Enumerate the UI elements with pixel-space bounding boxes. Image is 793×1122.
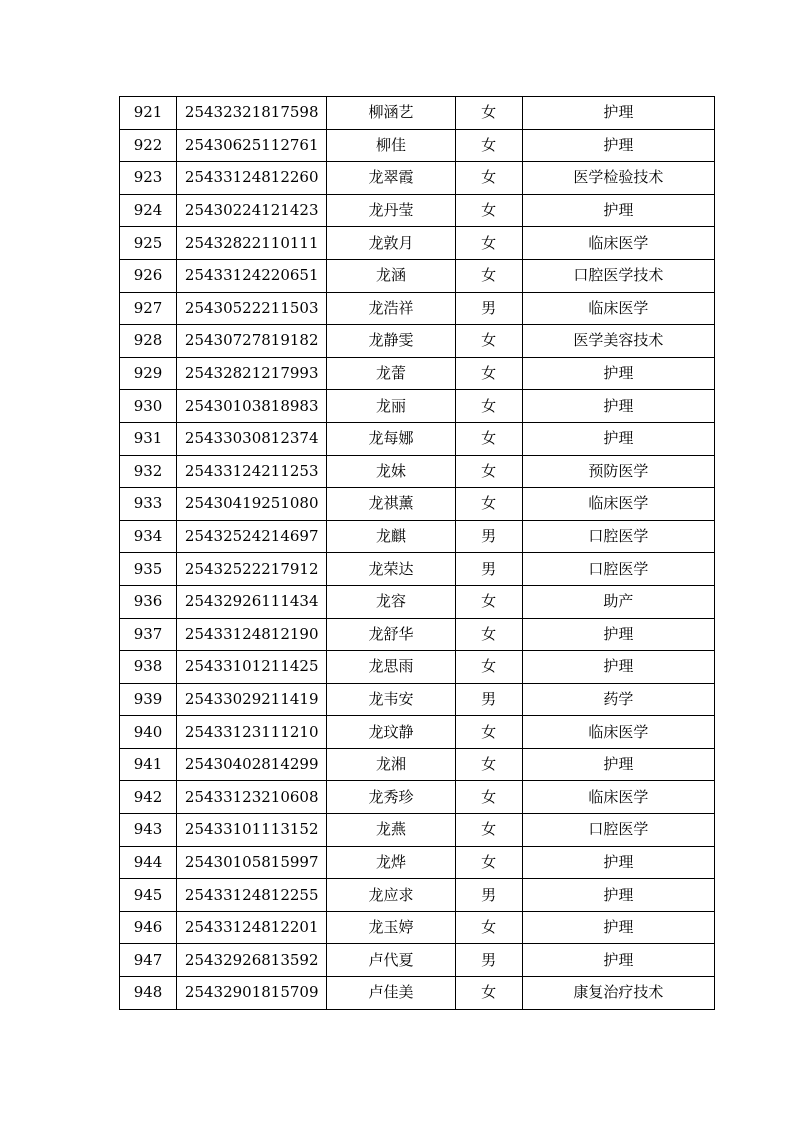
student-name-cell: 龙韦安 — [327, 683, 455, 716]
candidate-id-cell: 25433123111210 — [177, 716, 327, 749]
table-row — [120, 944, 715, 977]
serial-number-cell: 925 — [120, 227, 177, 260]
candidate-id-cell: 25430522211503 — [177, 292, 327, 325]
student-name-cell: 龙烨 — [327, 846, 455, 879]
major-cell: 护理 — [522, 618, 714, 651]
gender-cell: 女 — [455, 846, 522, 879]
serial-number-cell: 948 — [120, 977, 177, 1010]
serial-number-cell: 937 — [120, 618, 177, 651]
major-cell: 护理 — [522, 422, 714, 455]
gender-cell: 男 — [455, 292, 522, 325]
table-row — [120, 846, 715, 879]
major-cell: 预防医学 — [522, 455, 714, 488]
serial-number-cell: 923 — [120, 162, 177, 195]
table-row — [120, 325, 715, 358]
major-cell: 护理 — [522, 97, 714, 130]
table-row — [120, 618, 715, 651]
gender-cell: 女 — [455, 259, 522, 292]
gender-cell: 女 — [455, 748, 522, 781]
serial-number-cell: 921 — [120, 97, 177, 130]
candidate-id-cell: 25432926813592 — [177, 944, 327, 977]
gender-cell: 男 — [455, 944, 522, 977]
gender-cell: 女 — [455, 618, 522, 651]
serial-number-cell: 946 — [120, 911, 177, 944]
gender-cell: 女 — [455, 585, 522, 618]
student-name-cell: 卢代夏 — [327, 944, 455, 977]
major-cell: 护理 — [522, 194, 714, 227]
serial-number-cell: 922 — [120, 129, 177, 162]
candidate-id-cell: 25432524214697 — [177, 520, 327, 553]
table-row — [120, 259, 715, 292]
table-row — [120, 814, 715, 847]
candidate-id-cell: 25432926111434 — [177, 585, 327, 618]
student-list-table — [119, 96, 715, 1010]
major-cell: 临床医学 — [522, 488, 714, 521]
student-name-cell: 龙湘 — [327, 748, 455, 781]
table-row — [120, 194, 715, 227]
major-cell: 护理 — [522, 748, 714, 781]
table-row — [120, 781, 715, 814]
serial-number-cell: 938 — [120, 651, 177, 684]
serial-number-cell: 929 — [120, 357, 177, 390]
candidate-id-cell: 25430224121423 — [177, 194, 327, 227]
serial-number-cell: 928 — [120, 325, 177, 358]
table-row — [120, 97, 715, 130]
table-row — [120, 585, 715, 618]
student-name-cell: 龙妹 — [327, 455, 455, 488]
student-name-cell: 龙丹莹 — [327, 194, 455, 227]
major-cell: 口腔医学 — [522, 553, 714, 586]
major-cell: 临床医学 — [522, 781, 714, 814]
serial-number-cell: 934 — [120, 520, 177, 553]
major-cell: 口腔医学技术 — [522, 259, 714, 292]
candidate-id-cell: 25432522217912 — [177, 553, 327, 586]
student-name-cell: 柳涵艺 — [327, 97, 455, 130]
table-row — [120, 292, 715, 325]
major-cell: 临床医学 — [522, 227, 714, 260]
student-name-cell: 龙祺薰 — [327, 488, 455, 521]
gender-cell: 男 — [455, 520, 522, 553]
major-cell: 护理 — [522, 846, 714, 879]
table-row — [120, 879, 715, 912]
student-name-cell: 龙敦月 — [327, 227, 455, 260]
student-name-cell: 龙应求 — [327, 879, 455, 912]
candidate-id-cell: 25433123210608 — [177, 781, 327, 814]
major-cell: 助产 — [522, 585, 714, 618]
gender-cell: 男 — [455, 879, 522, 912]
student-name-cell: 柳佳 — [327, 129, 455, 162]
student-name-cell: 龙翠霞 — [327, 162, 455, 195]
student-name-cell: 龙麒 — [327, 520, 455, 553]
student-name-cell: 龙玉婷 — [327, 911, 455, 944]
major-cell: 护理 — [522, 879, 714, 912]
serial-number-cell: 945 — [120, 879, 177, 912]
table-row — [120, 488, 715, 521]
serial-number-cell: 943 — [120, 814, 177, 847]
candidate-id-cell: 25432901815709 — [177, 977, 327, 1010]
student-name-cell: 龙涵 — [327, 259, 455, 292]
major-cell: 护理 — [522, 129, 714, 162]
gender-cell: 女 — [455, 129, 522, 162]
serial-number-cell: 939 — [120, 683, 177, 716]
major-cell: 康复治疗技术 — [522, 977, 714, 1010]
candidate-id-cell: 25432321817598 — [177, 97, 327, 130]
student-name-cell: 龙容 — [327, 585, 455, 618]
major-cell: 护理 — [522, 944, 714, 977]
candidate-id-cell: 25433124812260 — [177, 162, 327, 195]
table-row — [120, 748, 715, 781]
table-row — [120, 227, 715, 260]
gender-cell: 男 — [455, 553, 522, 586]
gender-cell: 女 — [455, 977, 522, 1010]
gender-cell: 女 — [455, 227, 522, 260]
candidate-id-cell: 25433101113152 — [177, 814, 327, 847]
major-cell: 医学检验技术 — [522, 162, 714, 195]
candidate-id-cell: 25430419251080 — [177, 488, 327, 521]
gender-cell: 女 — [455, 455, 522, 488]
serial-number-cell: 941 — [120, 748, 177, 781]
table-row — [120, 390, 715, 423]
gender-cell: 女 — [455, 488, 522, 521]
student-name-cell: 龙思雨 — [327, 651, 455, 684]
candidate-id-cell: 25432822110111 — [177, 227, 327, 260]
major-cell: 护理 — [522, 357, 714, 390]
student-name-cell: 龙每娜 — [327, 422, 455, 455]
student-name-cell: 龙燕 — [327, 814, 455, 847]
student-name-cell: 卢佳美 — [327, 977, 455, 1010]
gender-cell: 女 — [455, 162, 522, 195]
serial-number-cell: 930 — [120, 390, 177, 423]
student-name-cell: 龙荣达 — [327, 553, 455, 586]
major-cell: 药学 — [522, 683, 714, 716]
table-row — [120, 520, 715, 553]
student-name-cell: 龙蕾 — [327, 357, 455, 390]
table-row — [120, 553, 715, 586]
candidate-id-cell: 25433124812190 — [177, 618, 327, 651]
student-name-cell: 龙舒华 — [327, 618, 455, 651]
table-row — [120, 911, 715, 944]
table-body — [120, 97, 715, 1010]
table-row — [120, 162, 715, 195]
candidate-id-cell: 25430727819182 — [177, 325, 327, 358]
major-cell: 医学美容技术 — [522, 325, 714, 358]
major-cell: 临床医学 — [522, 292, 714, 325]
gender-cell: 女 — [455, 716, 522, 749]
candidate-id-cell: 25433101211425 — [177, 651, 327, 684]
gender-cell: 女 — [455, 814, 522, 847]
major-cell: 口腔医学 — [522, 814, 714, 847]
serial-number-cell: 935 — [120, 553, 177, 586]
table-row — [120, 357, 715, 390]
gender-cell: 女 — [455, 97, 522, 130]
table-row — [120, 129, 715, 162]
serial-number-cell: 926 — [120, 259, 177, 292]
gender-cell: 女 — [455, 781, 522, 814]
candidate-id-cell: 25432821217993 — [177, 357, 327, 390]
major-cell: 口腔医学 — [522, 520, 714, 553]
serial-number-cell: 947 — [120, 944, 177, 977]
gender-cell: 女 — [455, 357, 522, 390]
serial-number-cell: 927 — [120, 292, 177, 325]
serial-number-cell: 940 — [120, 716, 177, 749]
gender-cell: 女 — [455, 390, 522, 423]
gender-cell: 女 — [455, 325, 522, 358]
major-cell: 护理 — [522, 911, 714, 944]
student-name-cell: 龙静雯 — [327, 325, 455, 358]
candidate-id-cell: 25433030812374 — [177, 422, 327, 455]
major-cell: 护理 — [522, 390, 714, 423]
candidate-id-cell: 25430103818983 — [177, 390, 327, 423]
candidate-id-cell: 25433124211253 — [177, 455, 327, 488]
serial-number-cell: 944 — [120, 846, 177, 879]
table-row — [120, 422, 715, 455]
candidate-id-cell: 25430402814299 — [177, 748, 327, 781]
table-row — [120, 977, 715, 1010]
student-name-cell: 龙丽 — [327, 390, 455, 423]
student-name-cell: 龙玟静 — [327, 716, 455, 749]
candidate-id-cell: 25433124812255 — [177, 879, 327, 912]
student-name-cell: 龙秀珍 — [327, 781, 455, 814]
serial-number-cell: 933 — [120, 488, 177, 521]
candidate-id-cell: 25433124220651 — [177, 259, 327, 292]
serial-number-cell: 924 — [120, 194, 177, 227]
candidate-id-cell: 25433029211419 — [177, 683, 327, 716]
serial-number-cell: 931 — [120, 422, 177, 455]
major-cell: 护理 — [522, 651, 714, 684]
serial-number-cell: 932 — [120, 455, 177, 488]
table-row — [120, 683, 715, 716]
candidate-id-cell: 25430105815997 — [177, 846, 327, 879]
table-row — [120, 716, 715, 749]
gender-cell: 女 — [455, 194, 522, 227]
serial-number-cell: 942 — [120, 781, 177, 814]
gender-cell: 女 — [455, 911, 522, 944]
major-cell: 临床医学 — [522, 716, 714, 749]
gender-cell: 男 — [455, 683, 522, 716]
gender-cell: 女 — [455, 422, 522, 455]
gender-cell: 女 — [455, 651, 522, 684]
table-row — [120, 651, 715, 684]
table-row — [120, 455, 715, 488]
student-name-cell: 龙浩祥 — [327, 292, 455, 325]
candidate-id-cell: 25430625112761 — [177, 129, 327, 162]
candidate-id-cell: 25433124812201 — [177, 911, 327, 944]
serial-number-cell: 936 — [120, 585, 177, 618]
